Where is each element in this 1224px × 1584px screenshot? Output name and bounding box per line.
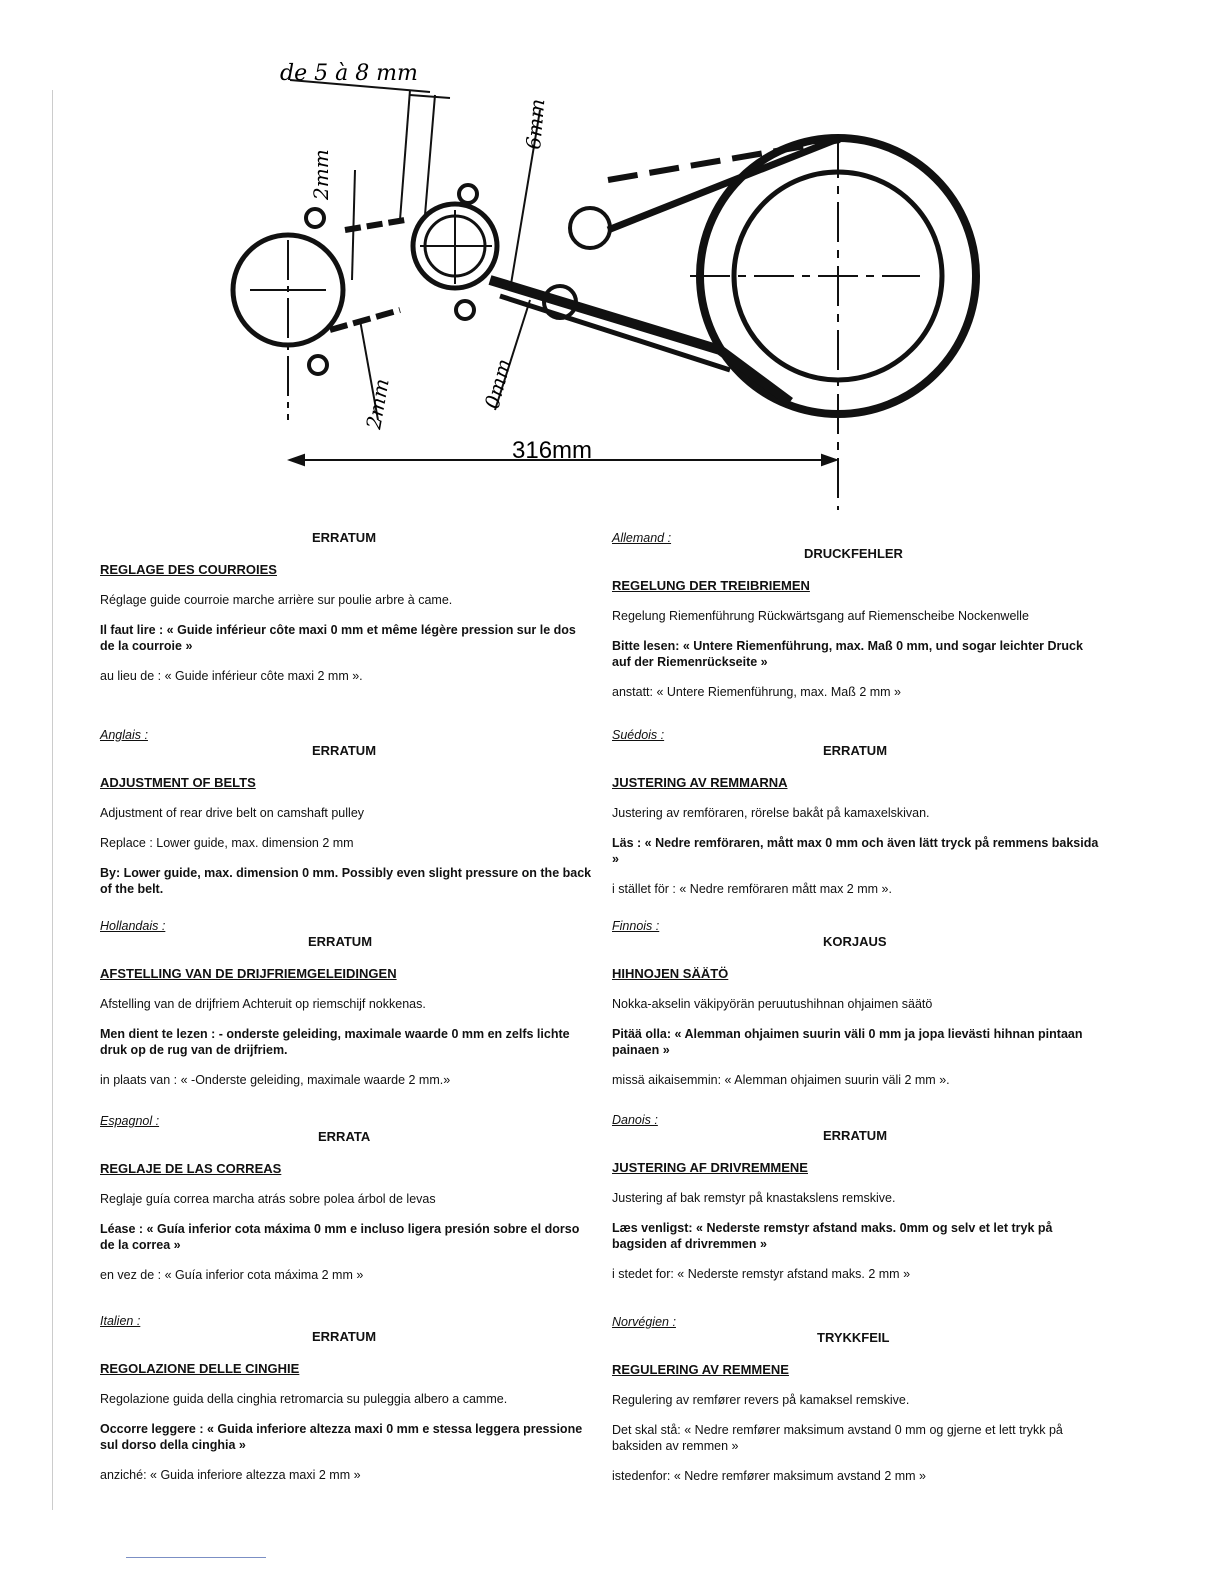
language-label: Norvégien :	[612, 1315, 676, 1329]
language-label: Suédois :	[612, 728, 665, 742]
section-description: Reglaje guía correa marcha atrás sobre polea árbol de levas	[100, 1192, 436, 1206]
section-description: Réglage guide courroie marche arrière sur poulie arbre à came.	[100, 593, 453, 607]
section-correct-text: Occorre leggere : « Guida inferiore altezza maxi 0 mm e stessa leggera pressione sul dorso della cinghia »	[100, 1422, 583, 1452]
erratum-title: ERRATUM	[312, 1329, 377, 1344]
label-0mm: 0mm	[479, 356, 516, 412]
section-heading: ADJUSTMENT OF BELTS	[100, 775, 256, 790]
section-heading: REGOLAZIONE DELLE CINGHIE	[100, 1361, 300, 1376]
guide-roller-4	[456, 301, 474, 319]
label-316mm: 316mm	[512, 437, 593, 464]
section-french	[100, 530, 592, 684]
section-heading: REGLAGE DES COURROIES	[100, 562, 277, 577]
section-instead-text: i stället för : « Nedre remföraren mått max 2 mm ».	[612, 882, 892, 896]
section-heading: JUSTERING AV REMMARNA	[612, 775, 788, 790]
erratum-title: ERRATA	[318, 1129, 371, 1144]
section-correct-text: By: Lower guide, max. dimension 0 mm. Possibly even slight pressure on the back of the belt.	[100, 866, 592, 896]
section-heading: REGLAJE DE LAS CORREAS	[100, 1161, 282, 1176]
label-6mm: 6mm	[521, 97, 550, 151]
language-label: Allemand :	[612, 531, 672, 545]
section-description: Nokka-akselin väkipyörän peruutushihnan ohjaimen säätö	[612, 997, 933, 1011]
belt-diagram	[200, 40, 1020, 520]
belt-diagram-svg	[200, 40, 1020, 520]
section-correct-text: Men dient te lezen : - onderste geleiding, maximale waarde 0 mm en zelfs lichte druk op de rug van de drijfriem.	[100, 1027, 570, 1057]
section-dutch	[100, 918, 592, 1088]
section-instead-text: istedenfor: « Nedre remfører maksimum avstand 2 mm »	[612, 1469, 926, 1483]
label-2mm-bottom: 2mm	[361, 376, 394, 431]
section-heading: JUSTERING AF DRIVREMMENE	[612, 1160, 808, 1175]
tensioner-roller	[570, 208, 610, 248]
section-correct-text: Il faut lire : « Guide inférieur côte maxi 0 mm et même légère pression sur le dos de la courroie »	[100, 623, 576, 653]
section-correct-text: Pitää olla: « Alemman ohjaimen suurin väli 0 mm ja jopa lievästi hihnan pintaan painaen »	[612, 1027, 1083, 1057]
section-instead-text: en vez de : « Guía inferior cota máxima 2 mm »	[100, 1268, 364, 1282]
language-label: Finnois :	[612, 919, 660, 933]
section-description: Afstelling van de drijfriem Achteruit op riemschijf nokkenas.	[100, 997, 426, 1011]
guide-roller-2	[309, 356, 327, 374]
section-instead-text: i stedet for: « Nederste remstyr afstand maks. 2 mm »	[612, 1267, 911, 1281]
section-instead-text: in plaats van : « -Onderste geleiding, maximale waarde 2 mm.»	[100, 1073, 451, 1087]
section-correct-text: Léase : « Guía inferior cota máxima 0 mm e incluso ligera presión sobre el dorso de la correa »	[100, 1222, 580, 1252]
erratum-title: DRUCKFEHLER	[804, 546, 903, 561]
section-instead-text: anstatt: « Untere Riemenführung, max. Maß 2 mm »	[612, 685, 902, 699]
language-label: Danois :	[612, 1113, 658, 1127]
erratum-title: ERRATUM	[312, 530, 377, 545]
erratum-title: ERRATUM	[308, 934, 373, 949]
erratum-title: TRYKKFEIL	[817, 1330, 890, 1345]
scan-edge-line	[52, 90, 53, 1510]
section-description: Justering af bak remstyr på knastakslens remskive.	[612, 1191, 896, 1205]
section-correct-text: Læs venligst: « Nederste remstyr afstand maks. 0mm og selv et let tryk på bagsiden af drivremmen »	[612, 1221, 1053, 1251]
section-correct-text: Läs : « Nedre remföraren, mått max 0 mm och även lätt tryck på remmens baksida »	[612, 836, 1099, 866]
section-description: Justering av remföraren, rörelse bakåt på kamaxelskivan.	[612, 806, 930, 820]
language-label: Italien :	[100, 1314, 141, 1328]
section-correct-text: Bitte lesen: « Untere Riemenführung, max. Maß 0 mm, und sogar leichter Druck auf der Riemenrückseite »	[612, 639, 1083, 669]
section-heading: HIHNOJEN SÄÄTÖ	[612, 966, 729, 981]
section-swedish	[612, 727, 1104, 897]
erratum-title: ERRATUM	[312, 743, 377, 758]
section-instead-text: Replace : Lower guide, max. dimension 2 mm	[100, 836, 354, 850]
section-english	[100, 727, 592, 897]
section-danish	[612, 1112, 1104, 1282]
section-description: Regulering av remfører revers på kamaksel remskive.	[612, 1393, 910, 1407]
section-instead-text: au lieu de : « Guide inférieur côte maxi 2 mm ».	[100, 669, 363, 683]
section-correct-text: Det skal stå: « Nedre remfører maksimum avstand 0 mm og gjerne et lett trykk på baksiden av remmen »	[612, 1423, 1063, 1453]
section-heading: AFSTELLING VAN DE DRIJFRIEMGELEIDINGEN	[100, 966, 397, 981]
section-description: Adjustment of rear drive belt on camshaft pulley	[100, 806, 365, 820]
upper-belt	[608, 138, 840, 230]
section-norwegian	[612, 1314, 1104, 1484]
section-german	[612, 530, 1104, 700]
section-heading: REGULERING AV REMMENE	[612, 1362, 789, 1377]
label-2mm-top: 2mm	[309, 149, 333, 200]
section-instead-text: missä aikaisemmin: « Alemman ohjaimen suurin väli 2 mm ».	[612, 1073, 950, 1087]
section-description: Regelung Riemenführung Rückwärtsgang auf Riemenscheibe Nockenwelle	[612, 609, 1029, 623]
guide-roller-1	[306, 209, 324, 227]
erratum-title: ERRATUM	[823, 743, 888, 758]
section-italian	[100, 1313, 592, 1483]
section-finnish	[612, 918, 1104, 1088]
erratum-title: ERRATUM	[823, 1128, 888, 1143]
section-heading: REGELUNG DER TREIBRIEMEN	[612, 578, 810, 593]
language-label: Hollandais :	[100, 919, 166, 933]
section-spanish	[100, 1113, 592, 1283]
label-5-8mm: de 5 à 8 mm	[280, 61, 418, 86]
language-label: Anglais :	[100, 728, 148, 742]
erratum-title: KORJAUS	[823, 934, 887, 949]
language-label: Espagnol :	[100, 1114, 160, 1128]
section-instead-text: anziché: « Guida inferiore altezza maxi 2 mm »	[100, 1468, 361, 1482]
guide-roller-3	[459, 185, 477, 203]
footer-line	[126, 1557, 266, 1558]
section-description: Regolazione guida della cinghia retromarcia su puleggia albero a camme.	[100, 1392, 508, 1406]
